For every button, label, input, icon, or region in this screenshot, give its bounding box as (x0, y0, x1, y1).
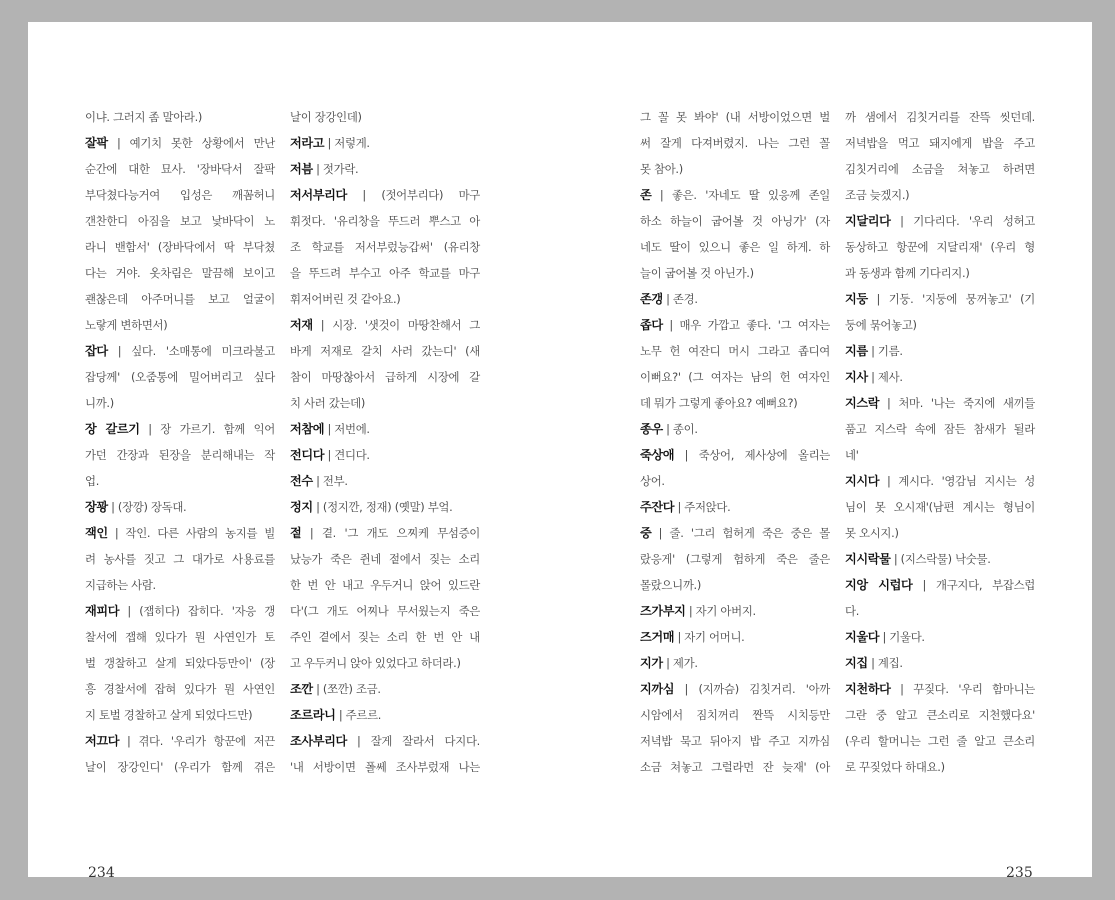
definition-text: | 잘게 잘라서 다지다. (346, 734, 480, 748)
definition-text: | (젓어부리다) 마구 (346, 188, 480, 202)
definition-text: | 곁. '그 개도 으찌케 무섬증이 (301, 526, 480, 540)
text-line (85, 106, 275, 132)
text-line (845, 158, 1035, 184)
definition-text: | 시장. '샛것이 마땅찬해서 그 (312, 318, 480, 332)
definition-text: | 계시다. '영감님 지시는 성 (879, 474, 1035, 488)
definition-text: | 자기 아버지. (685, 604, 756, 618)
text-line (290, 340, 480, 366)
text-line (290, 236, 480, 262)
definition-text: 한 번 안 내고 우두거니 앉어 있드란 (290, 578, 480, 592)
text-line (85, 210, 275, 236)
text-line (845, 314, 1035, 340)
definition-text: 네도 딸이 있으니 좋은 일 하게. 하 (640, 240, 830, 254)
entry-line (640, 418, 830, 444)
entry-line (85, 418, 275, 444)
definition-text: 치 사러 갔는데) (290, 396, 366, 410)
definition-text: 라니 밴함서' (장바닥에서 딱 부닥쳤 (85, 240, 275, 254)
entry-line (640, 678, 830, 704)
headword: 주잔다 (640, 500, 675, 514)
definition-text: 이뻐요?' (그 여자는 남의 헌 여자인 (640, 370, 830, 384)
definition-text: (우리 할머니는 그런 줄 알고 큰소리 (845, 734, 1035, 748)
entry-line (640, 184, 830, 210)
definition-text: 못 오시지.) (845, 526, 899, 540)
headword: 죽상애 (640, 448, 675, 462)
entry-line (845, 288, 1035, 314)
text-line (290, 262, 480, 288)
definition-text: 조금 늦겠지.) (845, 188, 910, 202)
definition-text: 그 꼴 못 봐야' (내 서방이었으면 벌 (640, 110, 830, 124)
headword: 장꽝 (85, 500, 108, 514)
headword: 지시락물 (845, 552, 891, 566)
entry-line (845, 678, 1035, 704)
text-line (290, 626, 480, 652)
headword: 저끄다 (85, 734, 120, 748)
text-line (640, 366, 830, 392)
headword: 즈거매 (640, 630, 675, 644)
text-line (85, 392, 275, 418)
entry-line (640, 288, 830, 314)
definition-text: 주인 곁에서 짖는 소리 한 번 안 내 (290, 630, 480, 644)
definition-text: 휘젓다. '유리창을 뚜드러 뿌스고 아 (290, 214, 480, 228)
text-line (845, 444, 1035, 470)
headword: 조르라니 (290, 708, 336, 722)
entry-line (845, 626, 1035, 652)
definition-text: | 주저앉다. (674, 500, 731, 514)
text-line (845, 106, 1035, 132)
entry-line (290, 704, 480, 730)
text-line (85, 314, 275, 340)
definition-text: | 주르르. (335, 708, 382, 722)
headword: 조사부리다 (290, 734, 347, 748)
definition-text: | 종이. (662, 422, 698, 436)
definition-text: 다'(그 개도 어찌나 무서웠는지 죽은 (290, 604, 480, 618)
definition-text: | (지스락물) 낙숫물. (890, 552, 991, 566)
definition-text: | 싶다. '소매통에 미크라불고 (107, 344, 275, 358)
entry-line (85, 496, 275, 522)
text-line (845, 418, 1035, 444)
definition-text: 써 잘게 다져버렸지. 나는 그런 꼴 (640, 136, 830, 150)
text-line (640, 106, 830, 132)
headword: 저서부리다 (290, 188, 347, 202)
text-line (290, 548, 480, 574)
definition-text: | 죽상어, 제사상에 올리는 (674, 448, 830, 462)
headword: 지앙 시럽다 (845, 578, 913, 592)
text-line (290, 366, 480, 392)
text-line (640, 392, 830, 418)
headword: 지스락 (845, 396, 880, 410)
definition-text: 고 우두커니 앉아 있었다고 하더라.) (290, 656, 461, 670)
text-line (85, 626, 275, 652)
entry-line (290, 314, 480, 340)
definition-text: | 저렇게. (324, 136, 370, 150)
column (290, 106, 480, 782)
entry-line (640, 626, 830, 652)
text-line (290, 600, 480, 626)
definition-text: | 저번에. (324, 422, 370, 436)
definition-text: | 좋은. '자네도 딸 있응께 존일 (651, 188, 830, 202)
headword: 저라고 (290, 136, 325, 150)
text-line (640, 730, 830, 756)
right-page (558, 22, 1092, 881)
text-line (845, 522, 1035, 548)
headword: 지가 (640, 656, 663, 670)
text-line (85, 288, 275, 314)
text-line (290, 106, 480, 132)
entry-line (290, 496, 480, 522)
definition-text: 몰랐으니까.) (640, 578, 701, 592)
text-line (845, 704, 1035, 730)
text-line (85, 678, 275, 704)
definition-text: 업. (85, 474, 100, 488)
headword: 장 갈르기 (85, 422, 140, 436)
headword: 지집 (845, 656, 868, 670)
text-line (290, 652, 480, 678)
entry-line (845, 652, 1035, 678)
text-line (640, 340, 830, 366)
headword: 지둥 (845, 292, 868, 306)
definition-text: 못 참아.) (640, 162, 683, 176)
text-line (290, 392, 480, 418)
definition-text: | (쪼깐) 조금. (312, 682, 381, 696)
definition-text: 다는 거야. 옷차림은 말끔해 보이고 (85, 266, 275, 280)
definition-text: 데 뭐가 그렇게 좋아요? 예뻐요?) (640, 396, 798, 410)
definition-text: | 존경. (662, 292, 698, 306)
definition-text: | 기다리다. '우리 성허고 (890, 214, 1035, 228)
entry-line (845, 548, 1035, 574)
headword: 지사 (845, 370, 868, 384)
definition-text: 노무 헌 여잔디 머시 그라고 좁디여 (640, 344, 830, 358)
text-line (640, 756, 830, 782)
headword: 즈가부지 (640, 604, 686, 618)
entry-line (290, 418, 480, 444)
definition-text: 까 샘에서 김칫거리를 잔뜩 씻던데. (845, 110, 1035, 124)
text-line (640, 704, 830, 730)
definition-text: 벌 갱찰하고 살게 되았다등만이' (장 (85, 656, 275, 670)
definition-text: | (장깡) 장독대. (107, 500, 187, 514)
entry-line (290, 730, 480, 756)
text-line (290, 756, 480, 782)
definition-text: 네' (845, 448, 859, 462)
text-line (85, 158, 275, 184)
text-line (845, 262, 1035, 288)
headword: 잘팍 (85, 136, 108, 150)
definition-text: 과 동생과 함께 기다리지.) (845, 266, 970, 280)
definition-text: | 처마. '나는 죽지에 새끼들 (879, 396, 1035, 410)
definition-text: 휘저어버린 것 같아요.) (290, 292, 401, 306)
definition-text: 지 토벌 경찰하고 살게 되었다드만) (85, 708, 253, 722)
column (85, 106, 275, 782)
definition-text: | 제사. (867, 370, 903, 384)
headword: 지까심 (640, 682, 675, 696)
headword: 지천하다 (845, 682, 891, 696)
definition-text: | 기름. (867, 344, 903, 358)
definition-text: 랐응게' (그렇게 험하게 죽은 줄은 (640, 552, 830, 566)
definition-text: 시암에서 짐치꺼리 짠뜩 시치등만 (640, 708, 830, 722)
definition-text: 하소 하늘이 굽어볼 것 아닝가' (자 (640, 214, 830, 228)
definition-text: | 장 가르기. 함께 익어 (139, 422, 276, 436)
definition-text: 둥에 묶어놓고) (845, 318, 917, 332)
definition-text: | (정지깐, 정재) (옛말) 부엌. (312, 500, 453, 514)
definition-text: 갠찬한디 아짐을 보고 낯바닥이 노 (85, 214, 275, 228)
definition-text: | 개구지다, 부잡스럽 (912, 578, 1035, 592)
definition-text: | 줄. '그리 험허게 죽은 중은 몰 (651, 526, 830, 540)
definition-text: 부닥쳤다능거여 입성은 깨꼼허니 (85, 188, 275, 202)
entry-line (85, 522, 275, 548)
text-line (85, 184, 275, 210)
entry-line (290, 184, 480, 210)
text-line (845, 132, 1035, 158)
text-line (85, 366, 275, 392)
headword: 지름 (845, 344, 868, 358)
text-line (640, 262, 830, 288)
definition-text: 려 농사를 짓고 그 대가로 사용료를 (85, 552, 275, 566)
text-line (290, 288, 480, 314)
entry-line (85, 600, 275, 626)
entry-line (85, 730, 275, 756)
text-line (85, 470, 275, 496)
text-line (640, 548, 830, 574)
entry-line (290, 158, 480, 184)
entry-line (290, 132, 480, 158)
text-line (640, 158, 830, 184)
text-line (845, 756, 1035, 782)
entry-line (845, 392, 1035, 418)
definition-text: | 계집. (867, 656, 903, 670)
headword: 지시다 (845, 474, 880, 488)
definition-text: | 작인. 다른 사람의 농지를 빌 (107, 526, 275, 540)
entry-line (290, 678, 480, 704)
definition-text: 괜찮은데 아주머니를 보고 얼굴이 (85, 292, 275, 306)
definition-text: 흥 경찰서에 잡혀 있다가 뭔 사연인 (85, 682, 275, 696)
definition-text: 저녁밥을 먹고 돼지에게 밥을 주고 (845, 136, 1035, 150)
text-line (85, 756, 275, 782)
definition-text: 지급하는 사람. (85, 578, 156, 592)
text-line (640, 236, 830, 262)
definition-text: 니까.) (85, 396, 114, 410)
definition-text: 가던 간장과 된장을 분리해내는 작 (85, 448, 275, 462)
text-line (85, 574, 275, 600)
definition-text: 조 학교를 저서부렀능갑써' (유리창 (290, 240, 480, 254)
headword: 저재 (290, 318, 313, 332)
definition-text: 날이 장강인디' (우리가 함께 겪은 (85, 760, 275, 774)
headword: 종우 (640, 422, 663, 436)
definition-text: 김칫거리에 소금을 쳐놓고 하려면 (845, 162, 1035, 176)
definition-text: 찰서에 잽해 있다가 뭔 사연인가 토 (85, 630, 275, 644)
definition-text: | 전부. (312, 474, 348, 488)
headword: 젙 (290, 526, 302, 540)
definition-text: | 기둥. '지둥에 뭉꺼놓고' (기 (867, 292, 1035, 306)
headword: 전디다 (290, 448, 325, 462)
definition-text: 잡당께' (오줌통에 밀어버리고 싶다 (85, 370, 275, 384)
text-line (85, 652, 275, 678)
definition-text: 바게 저재로 갈치 사러 갔는디' (새 (290, 344, 480, 358)
entry-line (85, 132, 275, 158)
entry-line (845, 470, 1035, 496)
text-line (640, 132, 830, 158)
entry-line (640, 496, 830, 522)
page-number: 234 (88, 865, 115, 881)
definition-text: | 꾸짖다. '우리 함마니는 (890, 682, 1035, 696)
definition-text: 품고 지스락 속에 잠든 참새가 될라 (845, 422, 1035, 436)
headword: 지달리다 (845, 214, 891, 228)
definition-text: 저녁밥 묵고 뒤아지 밥 주고 지까심 (640, 734, 830, 748)
text-line (845, 496, 1035, 522)
definition-text: 그란 중 알고 큰소리로 지천했다요' (845, 708, 1035, 722)
entry-line (640, 314, 830, 340)
definition-text: 날이 장강인데) (290, 110, 362, 124)
definition-text: 노랗게 변하면서) (85, 318, 168, 332)
definition-text: '내 서방이면 폴쎄 조사부렀재 나는 (290, 760, 480, 774)
text-line (85, 704, 275, 730)
definition-text: | 겪다. '우리가 항꾼에 저끈 (119, 734, 275, 748)
definition-text: | 견디다. (324, 448, 370, 462)
entry-line (290, 444, 480, 470)
entry-line (845, 574, 1035, 600)
definition-text: 이냐. 그러지 좀 말아라.) (85, 110, 203, 124)
headword: 조깐 (290, 682, 313, 696)
headword: 전수 (290, 474, 313, 488)
headword: 저참에 (290, 422, 325, 436)
definition-text: | (지까슴) 김칫거리. '아까 (674, 682, 830, 696)
entry-line (85, 340, 275, 366)
definition-text: | 예기치 못한 상황에서 만난 (107, 136, 275, 150)
text-line (845, 730, 1035, 756)
text-line (640, 574, 830, 600)
text-line (85, 548, 275, 574)
text-line (290, 574, 480, 600)
entry-line (845, 340, 1035, 366)
column (845, 106, 1035, 782)
definition-text: 늘이 굽어볼 것 아닌가.) (640, 266, 754, 280)
text-line (290, 210, 480, 236)
definition-text: 참이 마땅찮아서 급하게 시장에 갈 (290, 370, 480, 384)
headword: 잭인 (85, 526, 108, 540)
headword: 좁다 (640, 318, 663, 332)
headword: 존갱 (640, 292, 663, 306)
text-line (845, 184, 1035, 210)
entry-line (845, 210, 1035, 236)
entry-line (640, 444, 830, 470)
column (640, 106, 830, 782)
text-line (85, 236, 275, 262)
definition-text: 다. (845, 604, 860, 618)
definition-text: | 젓가락. (312, 162, 359, 176)
definition-text: 났능가 죽은 쥔네 젙에서 짖는 소리 (290, 552, 480, 566)
entry-line (640, 522, 830, 548)
definition-text: | 제가. (662, 656, 698, 670)
headword: 정지 (290, 500, 313, 514)
text-line (640, 470, 830, 496)
page-number: 235 (1006, 865, 1033, 881)
text-line (640, 210, 830, 236)
headword: 존 (640, 188, 652, 202)
entry-line (640, 600, 830, 626)
definition-text: | 자기 어머니. (674, 630, 745, 644)
text-line (85, 444, 275, 470)
definition-text: 동상하고 항꾼에 지달리재' (우리 형 (845, 240, 1035, 254)
definition-text: 님이 못 오시재'(남편 계시는 형님이 (845, 500, 1035, 514)
definition-text: | 기울다. (879, 630, 925, 644)
definition-text: 상어. (640, 474, 665, 488)
entry-line (845, 366, 1035, 392)
definition-text: 순간에 대한 묘사. '장바닥서 잘팍 (85, 162, 275, 176)
text-line (845, 236, 1035, 262)
text-line (85, 262, 275, 288)
definition-text: 을 뚜드려 부수고 아주 학교를 마구 (290, 266, 480, 280)
headword: 잡다 (85, 344, 108, 358)
text-line (845, 600, 1035, 626)
left-page (28, 22, 558, 881)
entry-line (290, 470, 480, 496)
definition-text: | (잽히다) 잡히다. '자응 갱 (119, 604, 275, 618)
definition-text: | 매우 가깝고 좋다. '그 여자는 (662, 318, 830, 332)
definition-text: 소금 쳐놓고 그럴라먼 잔 늦재' (아 (640, 760, 830, 774)
entry-line (290, 522, 480, 548)
definition-text: 로 꾸짖었다 하대요.) (845, 760, 945, 774)
headword: 저븜 (290, 162, 313, 176)
headword: 중 (640, 526, 652, 540)
headword: 재피다 (85, 604, 120, 618)
headword: 지울다 (845, 630, 880, 644)
entry-line (640, 652, 830, 678)
